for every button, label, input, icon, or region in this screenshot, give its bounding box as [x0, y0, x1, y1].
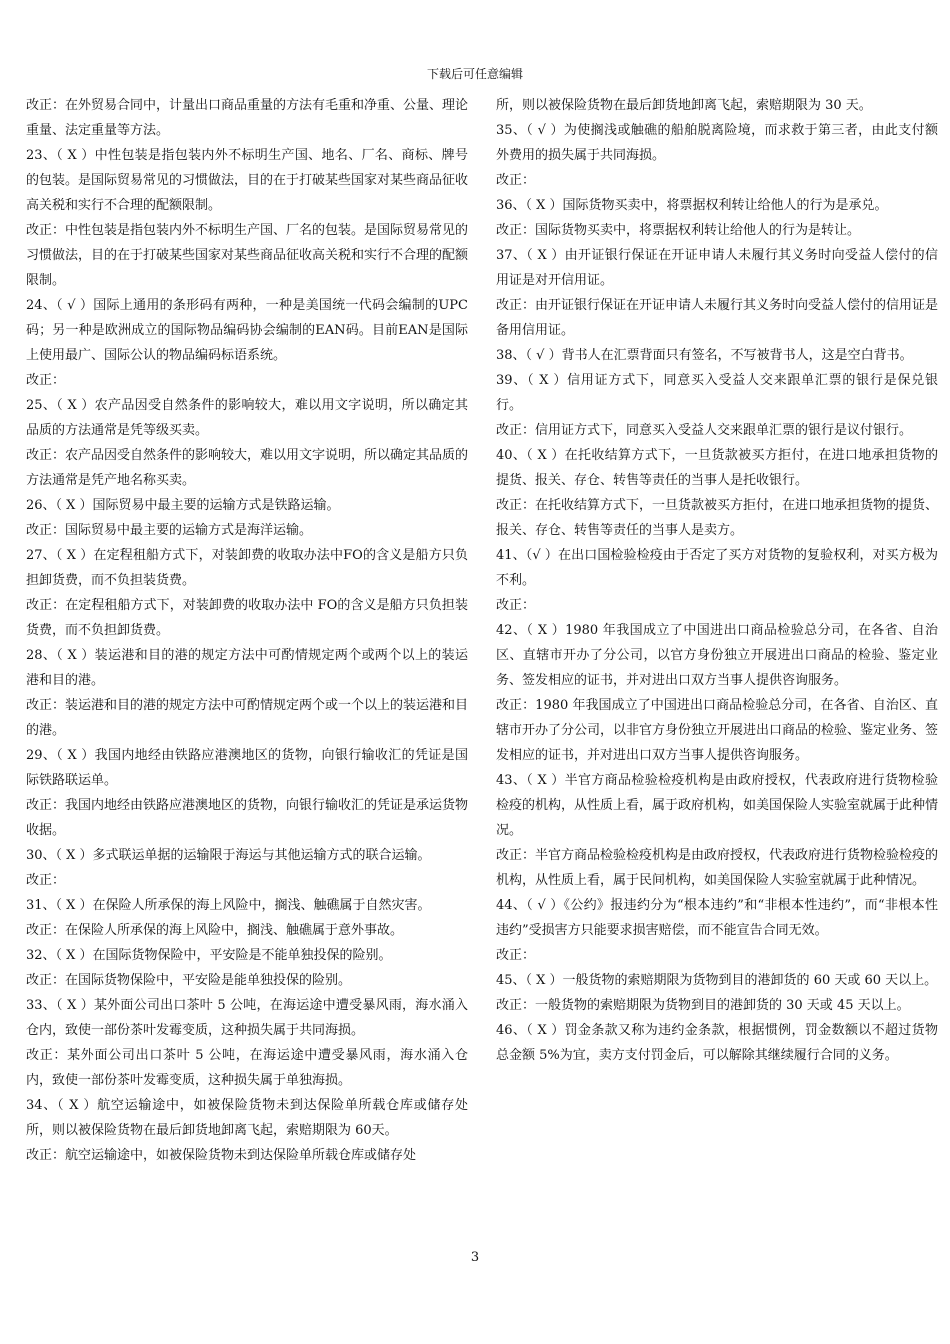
- paragraph: 32、（ X ）在国际货物保险中，平安险是不能单独投保的险别。: [26, 948, 392, 963]
- paragraph: 改正：在定程租船方式下，对装卸费的收取办法中 FO的含义是船方只负担装货费，而不负担卸货费。: [26, 598, 468, 638]
- paragraph: 30、（ X ）多式联运单据的运输限于海运与其他运输方式的联合运输。: [26, 848, 431, 863]
- paragraph: 改正：航空运输途中，如被保险货物未到达保险单所载仓库或储存处: [26, 1148, 417, 1163]
- page-number: 3: [470, 1250, 480, 1265]
- paragraph: 改正：由开证银行保证在开证申请人未履行其义务时向受益人偿付的信用证是备用信用证。: [496, 298, 939, 338]
- paragraph: 改正：一般货物的索赔期限为货物到目的港卸货的 30 天或 45 天以上。: [496, 998, 910, 1013]
- paragraph: 改正：半官方商品检验检疫机构是由政府授权，代表政府进行货物检验检疫的机构，从性质上看，属于民间机构，如美国保险人实验室就属于此种情况。: [496, 848, 939, 888]
- paragraph: 36、（ X ）国际货物买卖中，将票据权利转让给他人的行为是承兑。: [496, 198, 888, 213]
- paragraph: 44、（ √ ）《公约》报违约分为“根本违约”和“非根本性违约”，而“非根本性违约”受损害方只能要求损害赔偿，而不能宣告合同无效。: [496, 898, 938, 938]
- paragraph: 改正：: [496, 173, 536, 188]
- paragraph: 24、（ √ ）国际上通用的条形码有两种，一种是美国统一代码会编制的UPC码；另一种是欧洲成立的国际物品编码协会编制的EAN码。目前EAN是国际上使用最广、国际公认的物品编码标语系统。: [26, 298, 468, 363]
- paragraph: 23、（ X ）中性包装是指包装内外不标明生产国、地名、厂名、商标、牌号的包装。是国际贸易常见的习惯做法，目的在于打破某些国家对某些商品征收高关税和实行不合理的配额限制。: [26, 148, 469, 213]
- paragraph: 改正：: [496, 948, 536, 963]
- paragraph: 改正：1980 年我国成立了中国进出口商品检验总分司，在各省、自治区、直辖市开办了分公司，以非官方身份独立开展进出口商品的检验、鉴定业务、签发相应的证书，并对进出口双方当事人提供咨询服务。: [496, 698, 939, 763]
- paragraph: 39、（ X ）信用证方式下，同意买入受益人交来跟单汇票的银行是保兑银行。: [496, 373, 938, 413]
- paragraph: 43、（ X ）半官方商品检验检疫机构是由政府授权，代表政府进行货物检验检疫的机构，从性质上看，属于政府机构，如美国保险人实验室就属于此种情况。: [496, 773, 939, 838]
- paragraph: 34、（ X ）航空运输途中，如被保险货物未到达保险单所载仓库或储存处所，则以被保险货物在最后卸货地卸离飞起，索赔期限为 60天。: [26, 1098, 468, 1138]
- paragraph: 改正：在托收结算方式下，一旦货款被买方拒付，在进口地承担货物的提货、报关、存仓、转售等责任的当事人是卖方。: [496, 498, 939, 538]
- paragraph: 改正：信用证方式下，同意买入受益人交来跟单汇票的银行是议付银行。: [496, 423, 913, 438]
- paragraph: 27、（ X ）在定程租船方式下，对装卸费的收取办法中FO的含义是船方只负担卸货费，而不负担装货费。: [26, 548, 468, 588]
- paragraph: 29、（ X ）我国内地经由铁路应港澳地区的货物，向银行输收汇的凭证是国际铁路联运单。: [26, 748, 468, 788]
- paragraph: 改正：: [26, 373, 66, 388]
- paragraph: 改正：某外面公司出口茶叶 5 公吨，在海运途中遭受暴风雨，海水涌入仓内，致使一部份茶叶发霉变质，这种损失属于单独海损。: [26, 1048, 468, 1088]
- paragraph: 改正：: [496, 598, 536, 613]
- paragraph: 改正：装运港和目的港的规定方法中可酌情规定两个或一个以上的装运港和目的港。: [26, 698, 469, 738]
- paragraph: 改正：: [26, 873, 66, 888]
- left-column: [26, 93, 468, 1168]
- paragraph: 37、（ X ）由开证银行保证在开证申请人未履行其义务时向受益人偿付的信用证是对开信用证。: [496, 248, 938, 288]
- paragraph: 42、（ X ）1980 年我国成立了中国进出口商品检验总分司，在各省、自治区、直辖市开办了分公司，以官方身份独立开展进出口商品的检验、鉴定业务、签发相应的证书，并对进出口双方当事人提供咨询服务。: [496, 623, 938, 688]
- paragraph: 38、（ √ ）背书人在汇票背面只有签名，不写被背书人，这是空白背书。: [496, 348, 913, 363]
- paragraph: 改正：中性包装是指包装内外不标明生产国、厂名的包装。是国际贸易常见的习惯做法，目的在于打破某些国家对某些商品征收高关税和实行不合理的配额限制。: [26, 223, 469, 288]
- paragraph: 35、（ √ ）为使搁浅或触礁的船舶脱离险境，而求救于第三者，由此支付额外费用的损失属于共同海损。: [496, 123, 938, 163]
- paragraph: 改正：国际货物买卖中，将票据权利转让给他人的行为是转让。: [496, 223, 861, 238]
- paragraph: 31、（ X ）在保险人所承保的海上风险中，搁浅、触礁属于自然灾害。: [26, 898, 431, 913]
- paragraph: 改正：国际贸易中最主要的运输方式是海洋运输。: [26, 523, 313, 538]
- paragraph: 41、（√ ）在出口国检验检疫由于否定了买方对货物的复验权利，对买方极为不利。: [496, 548, 938, 588]
- paragraph: 改正：在国际货物保险中，平安险是能单独投保的险别。: [26, 973, 352, 988]
- paragraph: 45、（ X ）一般货物的索赔期限为货物到目的港卸货的 60 天或 60 天以上。: [496, 973, 938, 988]
- paragraph: 33、（ X ）某外面公司出口茶叶 5 公吨，在海运途中遭受暴风雨，海水涌入仓内，致使一部份茶叶发霉变质，这种损失属于共同海损。: [26, 998, 468, 1038]
- right-column: [496, 93, 938, 1068]
- paragraph: 28、（ X ）装运港和目的港的规定方法中可酌情规定两个或两个以上的装运港和目的港。: [26, 648, 468, 688]
- paragraph: 改正：我国内地经由铁路应港澳地区的货物，向银行输收汇的凭证是承运货物收据。: [26, 798, 469, 838]
- paragraph: 所，则以被保险货物在最后卸货地卸离飞起，索赔期限为 30 天。: [496, 98, 872, 113]
- page-header: 下载后可任意编辑: [426, 67, 523, 81]
- paragraph: 改正：农产品因受自然条件的影响较大，难以用文字说明，所以确定其品质的方法通常是凭产地名称买卖。: [26, 448, 469, 488]
- paragraph: 26、（ X ）国际贸易中最主要的运输方式是铁路运输。: [26, 498, 340, 513]
- paragraph: 改正：在保险人所承保的海上风险中，搁浅、触礁属于意外事故。: [26, 923, 404, 938]
- paragraph: 25、（ X ）农产品因受自然条件的影响较大，难以用文字说明，所以确定其品质的方法通常是凭等级买卖。: [26, 398, 468, 438]
- paragraph: 46、（ X ）罚金条款又称为违约金条款，根据惯例，罚金数额以不超过货物总金额 5%为宜，卖方支付罚金后，可以解除其继续履行合同的义务。: [496, 1023, 938, 1063]
- paragraph: 40、（ X ）在托收结算方式下，一旦货款被买方拒付，在进口地承担货物的提货、报关、存仓、转售等责任的当事人是托收银行。: [496, 448, 938, 488]
- paragraph: 改正：在外贸易合同中，计量出口商品重量的方法有毛重和净重、公量、理论重量、法定重量等方法。: [26, 98, 469, 138]
